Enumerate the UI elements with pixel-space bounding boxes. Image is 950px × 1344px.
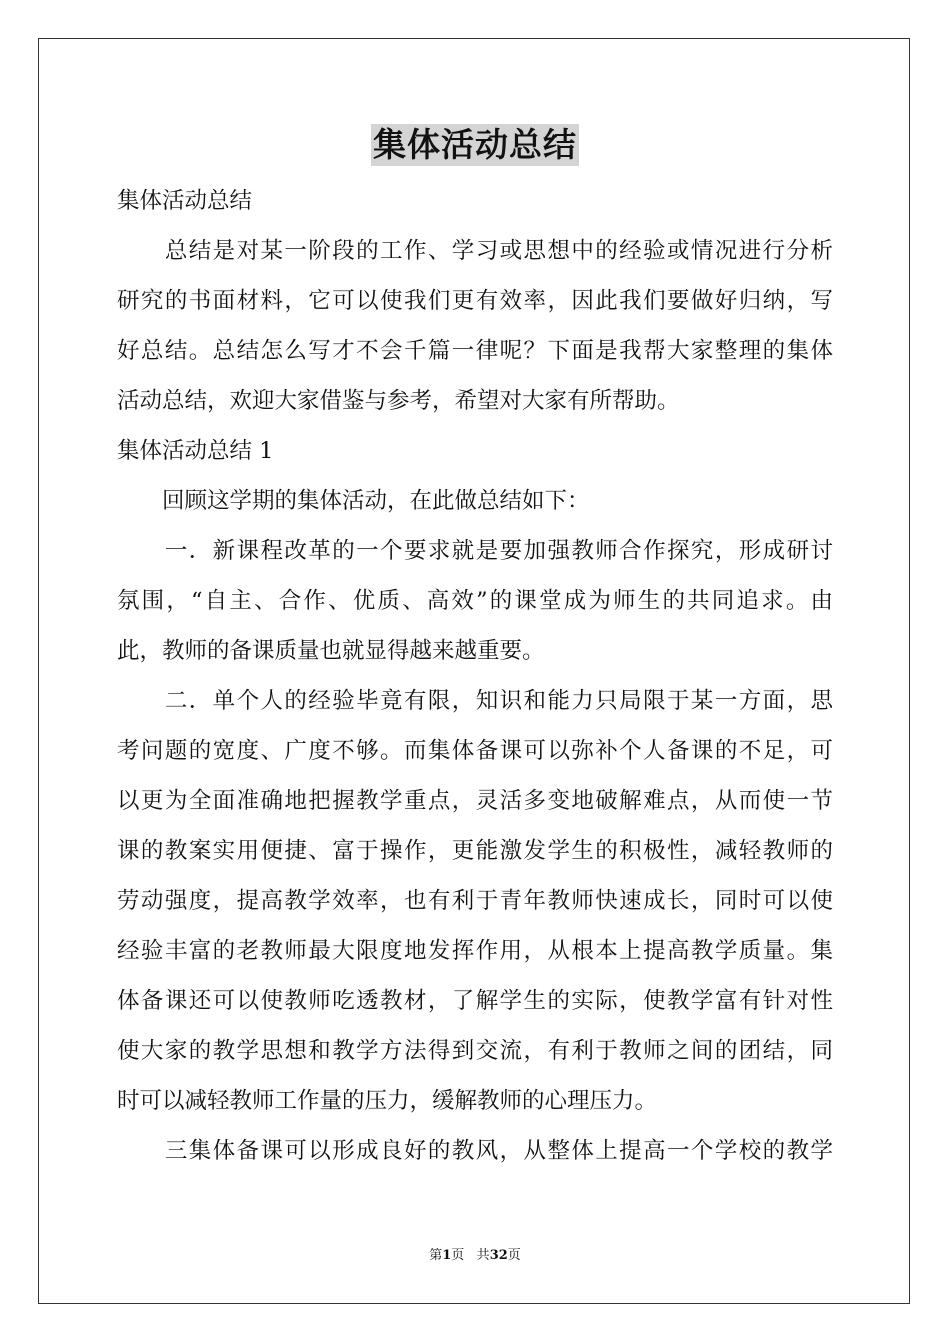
section-line-7: 以更为全面准确地把握教学重点，灵活多变地破解难点，从而使一节 (117, 788, 833, 814)
section-line-1: 回顾这学期的集体活动，在此做总结如下： (117, 488, 590, 514)
title-wrap (117, 124, 833, 166)
document-title: 集体活动总结 (373, 125, 577, 164)
section-line-2: 一．新课程改革的一个要求就是要加强教师合作探究，形成研讨 (117, 538, 833, 564)
page-footer (0, 1247, 950, 1265)
section-line-5: 二．单个人的经验毕竟有限，知识和能力只局限于某一方面，思 (117, 688, 833, 714)
section-line-3: 氛围，“自主、合作、优质、高效”的课堂成为师生的共同追求。由 (117, 588, 833, 614)
section-heading: 集体活动总结 1 (117, 438, 274, 464)
section-line-13: 时可以减轻教师工作量的压力，缓解教师的心理压力。 (117, 1088, 658, 1114)
intro-line-2: 研究的书面材料，它可以使我们更有效率，因此我们要做好归纳，写 (117, 288, 833, 314)
section-line-10: 经验丰富的老教师最大限度地发挥作用，从根本上提高教学质量。集 (117, 938, 833, 964)
section-line-9: 劳动强度，提高教学效率，也有利于青年教师快速成长，同时可以使 (117, 888, 833, 914)
section-line-14: 三集体备课可以形成良好的教风，从整体上提高一个学校的教学 (117, 1138, 833, 1164)
intro-line-1: 总结是对某一阶段的工作、学习或思想中的经验或情况进行分析 (117, 238, 833, 264)
intro-line-4: 活动总结，欢迎大家借鉴与参考，希望对大家有所帮助。 (117, 388, 680, 414)
document-subtitle: 集体活动总结 (117, 188, 253, 214)
total-pages: 32 (489, 1248, 508, 1263)
section-line-8: 课的教案实用便捷、富于操作，更能激发学生的积极性，减轻教师的 (117, 838, 833, 864)
total-suffix: 页 (507, 1248, 521, 1263)
page-number: 1 (442, 1248, 452, 1263)
page-prefix: 第 (429, 1248, 443, 1263)
section-line-4: 此，教师的备课质量也就显得越来越重要。 (117, 638, 545, 664)
total-prefix: 共 (476, 1248, 490, 1263)
page-suffix: 页 (451, 1248, 465, 1263)
intro-line-3: 好总结。总结怎么写才不会千篇一律呢？下面是我帮大家整理的集体 (117, 338, 833, 364)
section-line-6: 考问题的宽度、广度不够。而集体备课可以弥补个人备课的不足，可 (117, 738, 833, 764)
section-line-11: 体备课还可以使教师吃透教材，了解学生的实际，使教学富有针对性 (117, 988, 833, 1014)
section-line-12: 使大家的教学思想和教学方法得到交流，有利于教师之间的团结，同 (117, 1038, 833, 1064)
